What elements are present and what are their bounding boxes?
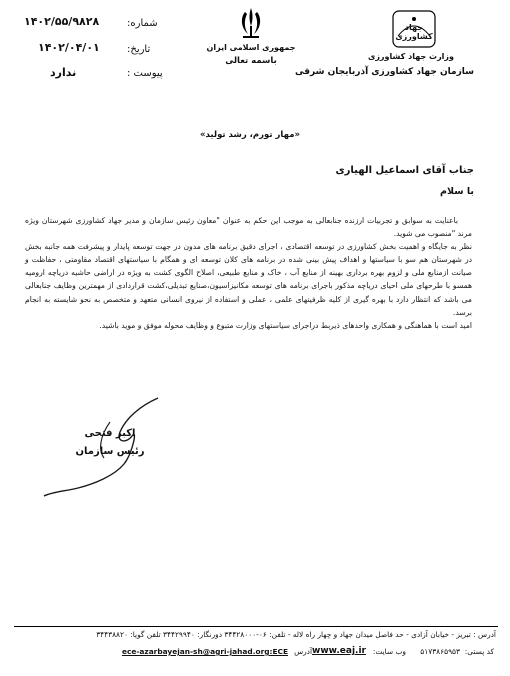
postal-label: کد پستی: bbox=[464, 647, 494, 656]
date-value: ۱۴۰۲/۰۴/۰۱ bbox=[38, 41, 100, 54]
letter-body bbox=[25, 214, 472, 332]
email-label: آدرس bbox=[294, 647, 312, 656]
footer-divider bbox=[14, 626, 498, 627]
attachment-label: پیوست : bbox=[127, 68, 163, 79]
date-label: تاریخ: bbox=[127, 44, 151, 55]
attachment-value: ندارد bbox=[50, 66, 77, 79]
signatory-name: اکبر فتحی bbox=[84, 428, 136, 439]
republic-title: جمهوری اسلامی ایران bbox=[206, 43, 296, 52]
organization-title: سازمان جهاد کشاورزی آذربایجان شرقی bbox=[295, 67, 474, 77]
signatory-title: رئیس سازمان bbox=[75, 446, 145, 457]
footer-address: آدرس : تبریز - خیابان آزادی - حد فاصل میدان جهاد و چهار راه لاله - تلفن: ۰۶-۳۴۴۲۸۰۰۰ دورنگار: ۳۴۴۲۹۹۴۰ تلفن گویا: ۳۴۴۳۸۸۲۰ bbox=[96, 630, 496, 639]
slogan: «مهار تورم، رشد تولید» bbox=[200, 130, 300, 140]
ministry-title: وزارت جهاد کشاورزی bbox=[367, 52, 454, 61]
website-label: وب سایت: bbox=[372, 647, 406, 656]
national-emblem bbox=[236, 6, 266, 40]
body-paragraph: نظر به جایگاه و اهمیت بخش کشاورزی در توسعه اقتصادی ، اجرای دقیق برنامه های مدون در جهت توسعه پایدار و پیشرفت همه جانبه بخش در شهرستان هم سو با سیاستها و اهداف پیش بینی شده در برنامه های کلان توسعه ای و همگام با سیاستهای اقتصاد مقاومتی ، حفاظت و صیانت ازمنابع ملی و لزوم بهره برداری بهینه از منابع آب ، خاک و منابع طبیعی، اصلاح الگوی کشت به ویژه در اراضی حاشیه دریاچه ارومیه همسو با طرحهای ملی احیای دریاچه مذکور باجرای برنامه های توسعه مکانیزاسیون،صنایع تبدیلی،کشت قراردادی از مهمترین وظایف جنابعالی می باشد که انتظار دارد با بهره گیری از کلیه ظرفیتهای علمی ، عملی و استفاده از نیروی انسانی متعهد و متخصص به نحو شایسته به انجام برسد. bbox=[25, 242, 472, 317]
addressee: جناب آقای اسماعیل الهیاری bbox=[335, 165, 474, 176]
website-link[interactable]: www.eaj.ir bbox=[312, 646, 366, 656]
invocation: باسمه تعالی bbox=[225, 56, 277, 66]
national-emblem-icon bbox=[236, 6, 266, 40]
postal-code: ۵۱۷۳۸۶۵۹۵۳ bbox=[420, 647, 460, 656]
ministry-logo-text: جهاد کشاورزی bbox=[395, 23, 433, 41]
body-paragraph: باعنایت به سوابق و تجربیات ارزنده جنابعالی به موجب این حکم به عنوان "معاون رئیس سازمان و مدیر جهاد کشاورزی شهرستان ویژه مرند "منصوب می شوید. bbox=[25, 216, 472, 239]
greeting: با سلام bbox=[440, 186, 474, 197]
number-value: ۱۴۰۲/۵۵/۹۸۲۸ bbox=[24, 15, 100, 28]
footer-contact-row bbox=[18, 647, 494, 659]
body-paragraph: امید است با هماهنگی و همکاری واحدهای ذیربط دراجرای سیاستهای وزارت متبوع و وظایف محوله موفق و موید باشید. bbox=[99, 320, 472, 330]
number-label: شماره: bbox=[127, 18, 158, 29]
ministry-logo bbox=[392, 10, 436, 48]
email-link[interactable]: ece-azarbayejan-sh@agri-jahad.org:ECE bbox=[121, 647, 288, 656]
